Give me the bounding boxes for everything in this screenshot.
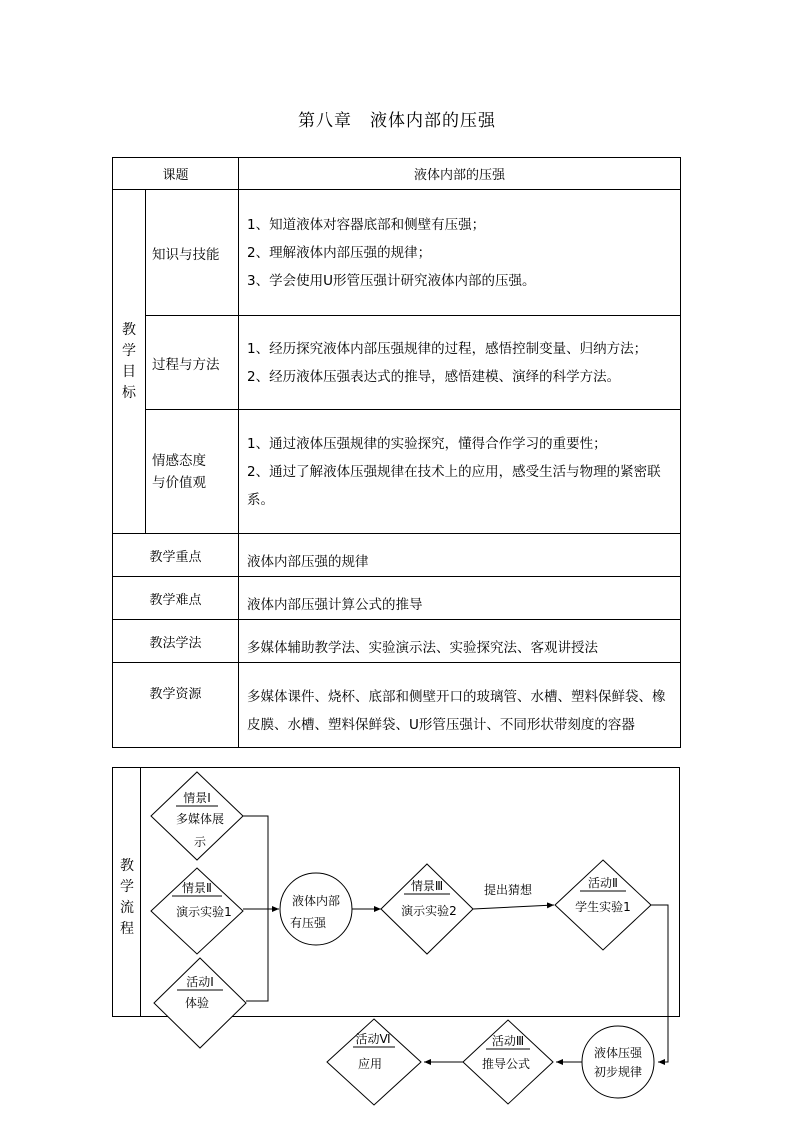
list-item: 1、经历探究液体内部压强规律的过程，感悟控制变量、归纳方法； — [247, 340, 648, 357]
method-label: 教法学法 — [113, 620, 239, 663]
goal-knowledge-label: 知识与技能 — [146, 190, 239, 316]
difficulty-label: 教学难点 — [113, 577, 239, 620]
arrow — [473, 905, 554, 909]
scene2-text: 演示实验1 — [176, 905, 232, 919]
scene3-text: 演示实验2 — [401, 904, 457, 918]
list-item: 2、经历液体压强表达式的推导，感悟建模、演绎的科学方法。 — [247, 368, 621, 385]
act2-tag: 活动Ⅱ — [588, 876, 618, 890]
circle1-line1: 液体内部 — [291, 894, 341, 908]
scene3-node — [381, 864, 473, 954]
act3-tag: 活动Ⅲ — [491, 1034, 525, 1048]
goals-label: 教学目标 — [113, 190, 146, 534]
circle2-line1: 液体压强 — [593, 1046, 643, 1060]
goal-attitude-label-line2: 与价值观 — [152, 474, 206, 491]
topic-value: 液体内部的压强 — [413, 168, 505, 183]
act6-tag: 活动Ⅵ — [355, 1032, 391, 1046]
circle1-node — [280, 873, 352, 945]
act1-text: 体验 — [184, 996, 210, 1010]
list-item: 1、通过液体压强规律的实验探究，懂得合作学习的重要性； — [247, 435, 607, 452]
circle1-line2: 有压强 — [289, 916, 327, 930]
activity3-node — [463, 1020, 553, 1104]
key-point-label: 教学重点 — [113, 534, 239, 577]
difficulty-value: 液体内部压强计算公式的推导 — [239, 577, 681, 620]
act2-text: 学生实验1 — [575, 900, 631, 914]
goal-attitude-label-line1: 情感态度 — [152, 452, 206, 469]
goal-process-label: 过程与方法 — [146, 316, 239, 410]
act1-tag: 活动Ⅰ — [186, 975, 214, 989]
act6-text: 应用 — [357, 1057, 383, 1071]
activity1-node — [154, 958, 246, 1048]
merge-connector — [243, 816, 279, 1001]
circle2-line2: 初步规律 — [593, 1065, 643, 1079]
page-title: 第八章 液体内部的压强 — [298, 111, 496, 131]
flow-side-label: 教学流程 — [120, 858, 134, 937]
list-item: 3、学会使用U形管压强计研究液体内部的压强。 — [247, 272, 536, 289]
topic-label: 课题 — [162, 168, 189, 183]
scene1-tag: 情景Ⅰ — [183, 791, 211, 805]
arrow — [651, 905, 668, 1062]
activity6-node — [327, 1019, 421, 1105]
act3-text: 推导公式 — [481, 1057, 531, 1071]
method-value: 多媒体辅助教学法、实验演示法、实验探究法、客观讲授法 — [239, 620, 681, 663]
activity2-node — [555, 860, 651, 950]
resources-value: 多媒体课件、烧杯、底部和侧壁开口的玻璃管、水槽、塑料保鲜袋、橡皮膜、水槽、塑料保鲜袋、U形管压强计、不同形状带刻度的容器 — [239, 663, 681, 748]
scene1-line2: 示 — [193, 835, 207, 849]
list-item: 1、知道液体对容器底部和侧壁有压强； — [247, 216, 486, 233]
scene2-tag: 情景Ⅱ — [182, 881, 212, 895]
scene2-node — [151, 868, 243, 954]
scene1-node — [151, 772, 243, 860]
key-point-value: 液体内部压强的规律 — [239, 534, 681, 577]
circle2-node — [582, 1026, 654, 1098]
scene1-line1: 多媒体展 — [175, 812, 225, 826]
list-item: 2、通过了解液体压强规律在技术上的应用，感受生活与物理的紧密联系。 — [247, 463, 661, 508]
scene3-tag: 情景Ⅲ — [410, 879, 444, 893]
guess-label: 提出猜想 — [483, 883, 533, 897]
resources-label: 教学资源 — [113, 663, 239, 748]
list-item: 2、理解液体内部压强的规律； — [247, 244, 432, 261]
